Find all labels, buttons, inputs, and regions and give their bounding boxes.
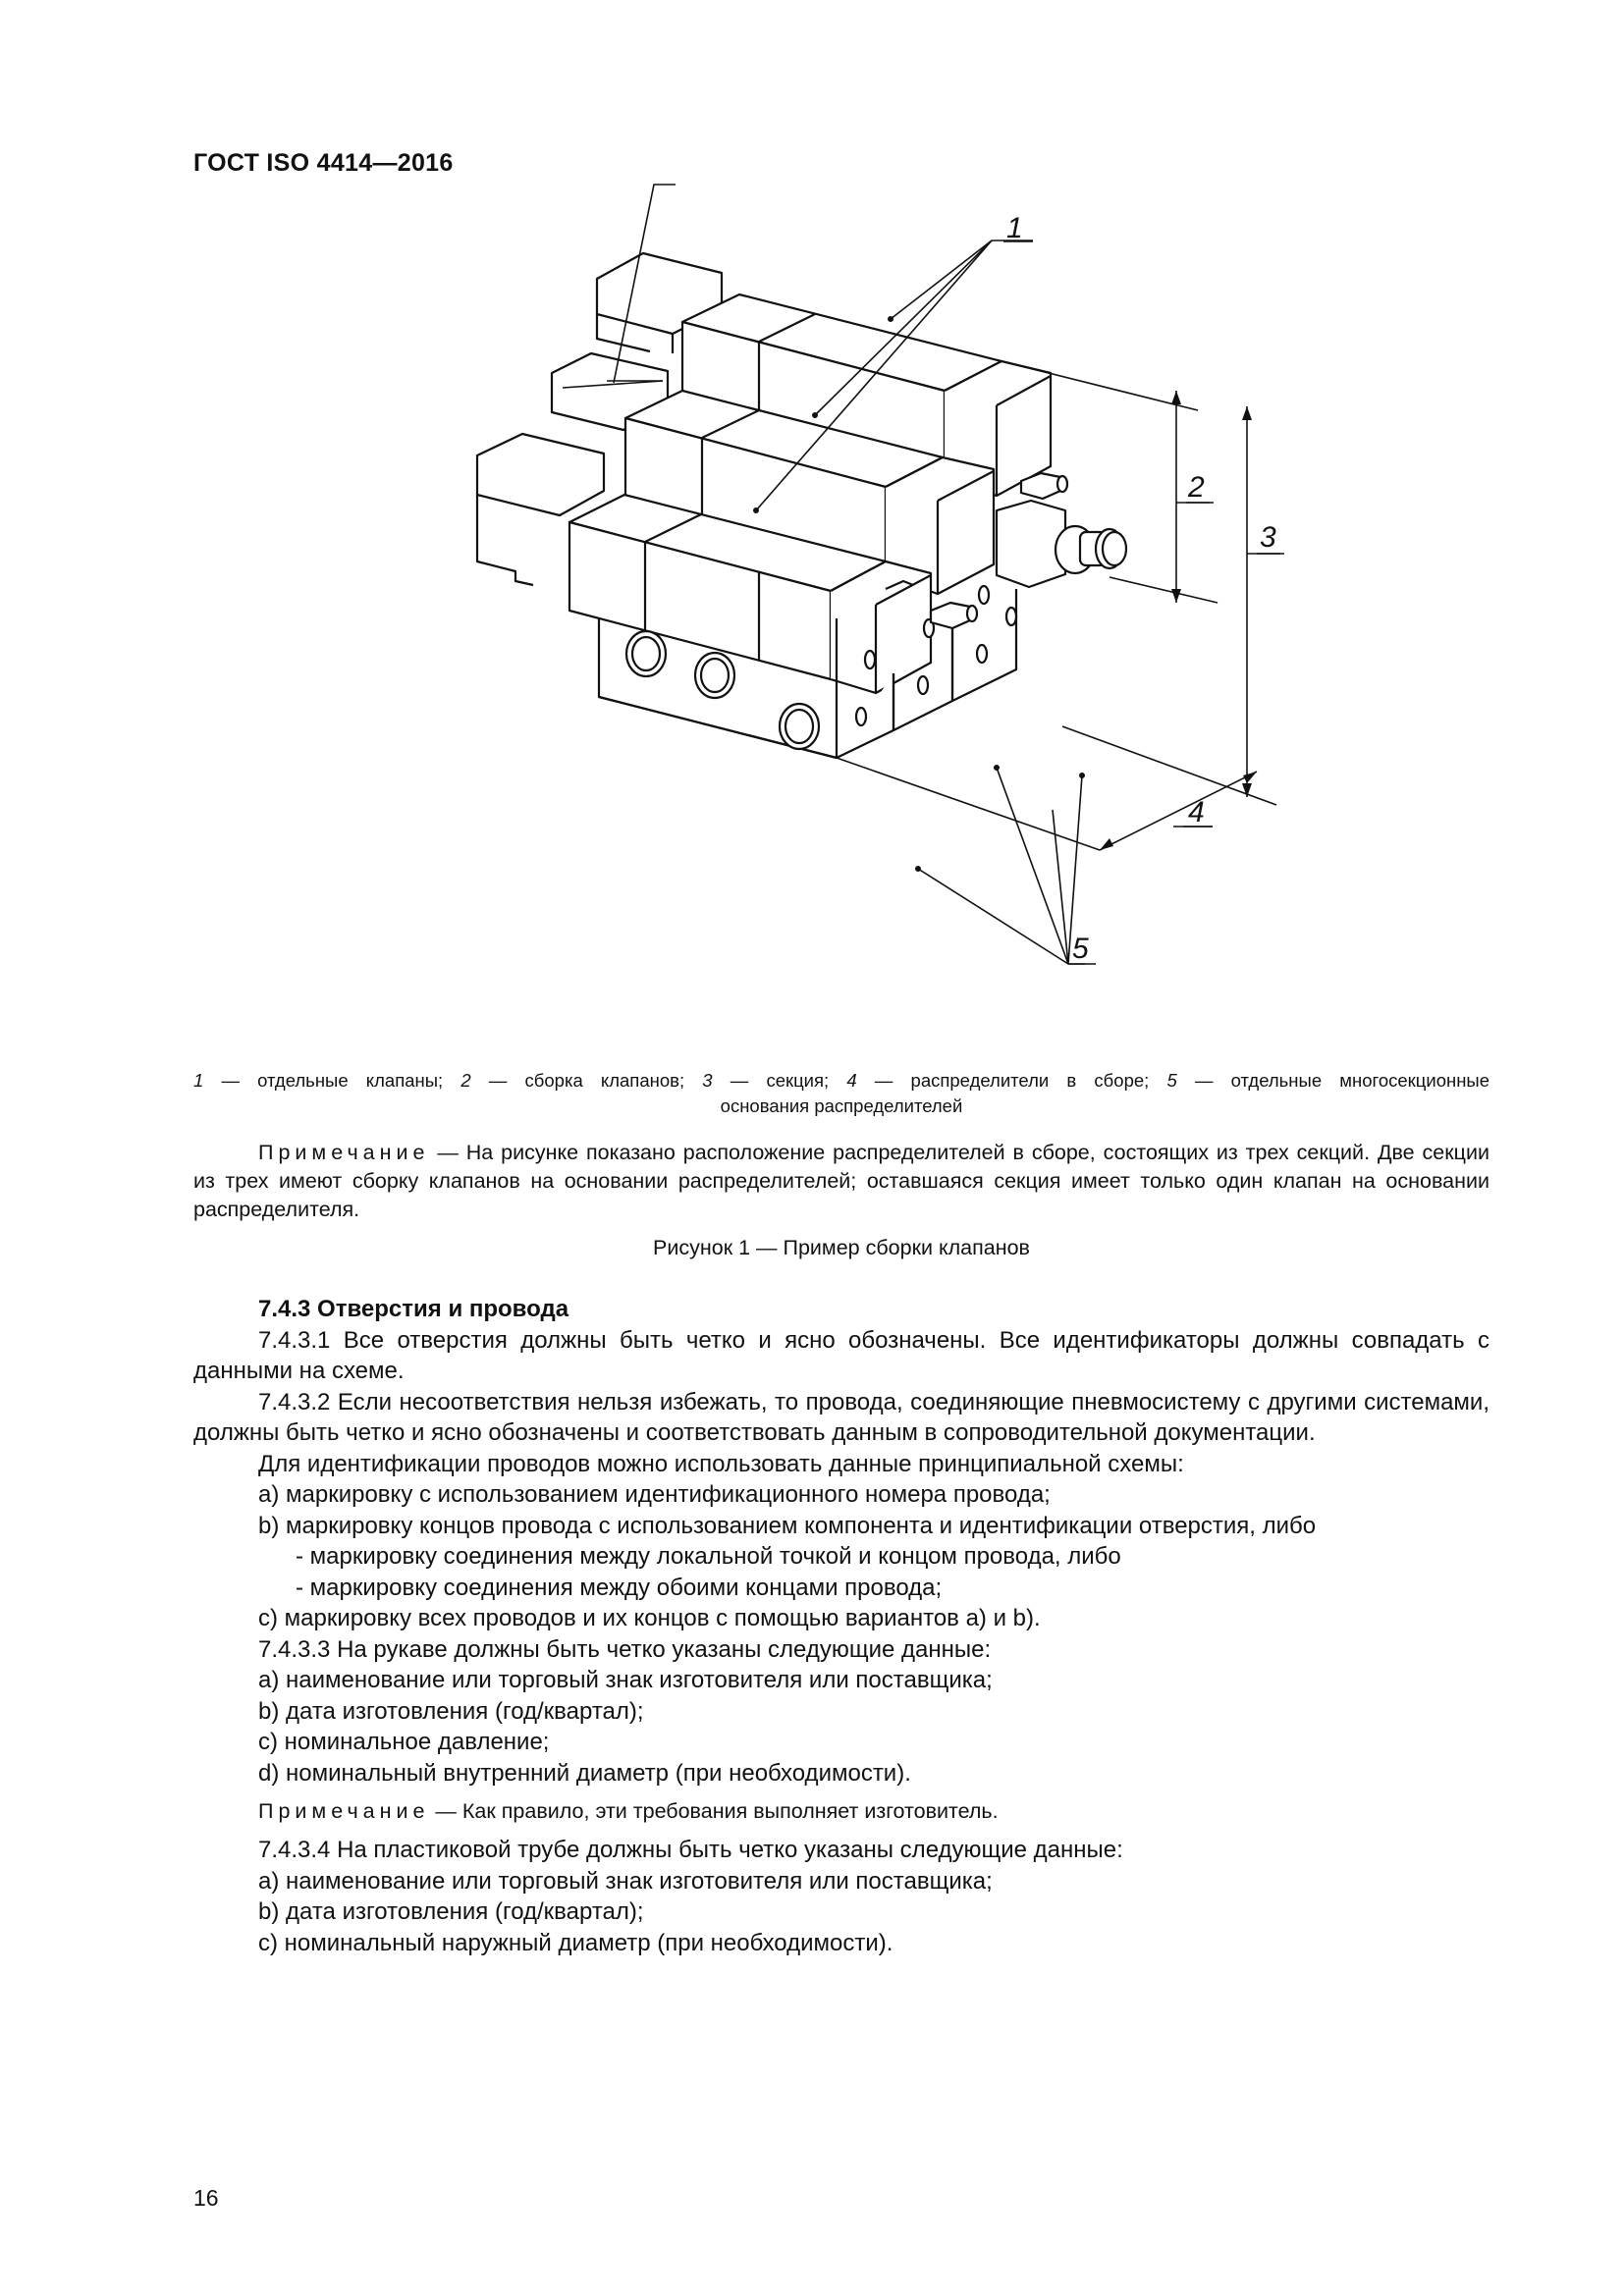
document-header: ГОСТ ISO 4414—2016 bbox=[193, 149, 454, 177]
legend-text-3: — секция; bbox=[712, 1070, 847, 1091]
callout-2: 2 bbox=[1188, 471, 1205, 504]
list-item: c) номинальный наружный диаметр (при необходимости). bbox=[258, 1929, 893, 1956]
legend-text-4: — распределители в сборе; bbox=[856, 1070, 1167, 1091]
sub-list-item: - маркировку соединения между локальной точкой и концом провода, либо bbox=[296, 1543, 1121, 1570]
note-text: — На рисунке показано расположение распределителей в сборе, состоящих из трех секций. Две секции из трех имеют сборку клапанов на основании распределителей; оставшаяся секция имеет только один клапан на основании распределителя. bbox=[193, 1141, 1489, 1221]
valve-assembly-figure bbox=[432, 212, 1276, 1050]
section-heading: 7.4.3 Отверстия и провода bbox=[258, 1296, 569, 1322]
callout-1: 1 bbox=[1006, 212, 1023, 244]
callout-5: 5 bbox=[1072, 933, 1089, 965]
callout-4: 4 bbox=[1188, 796, 1205, 828]
legend-text-1: — отдельные клапаны; bbox=[203, 1070, 461, 1091]
legend-line-1 bbox=[193, 1068, 1489, 1094]
paragraph-7-4-3-1: 7.4.3.1 Все отверстия должны быть четко и ясно обозначены. Все идентификаторы должны совпадать с данными на схеме. bbox=[193, 1326, 1489, 1384]
legend-num-2: 2 bbox=[460, 1070, 471, 1091]
legend-num-1: 1 bbox=[193, 1070, 204, 1091]
note2-text: — Как правило, эти требования выполняет изготовитель. bbox=[429, 1799, 999, 1823]
page-number: 16 bbox=[193, 2185, 219, 2211]
legend-text-2: — сборка клапанов; bbox=[470, 1070, 703, 1091]
callout-3: 3 bbox=[1260, 521, 1276, 554]
figure-legend bbox=[193, 1068, 1489, 1119]
paragraph-7-4-3-3: 7.4.3.3 На рукаве должны быть четко указаны следующие данные: bbox=[258, 1635, 992, 1663]
paragraph-identification: Для идентификации проводов можно использовать данные принципиальной схемы: bbox=[258, 1450, 1184, 1477]
paragraph-7-4-3-4: 7.4.3.4 На пластиковой трубе должны быть четко указаны следующие данные: bbox=[258, 1837, 1123, 1863]
valve-assembly-drawing bbox=[432, 212, 1276, 1050]
legend-line-2: основания распределителей bbox=[720, 1095, 963, 1116]
paragraph-7-4-3-2: 7.4.3.2 Если несоответствия нельзя избежать, то провода, соединяющие пневмосистему с другими системами, должны быть четко и ясно обозначены и соответствовать данным в сопроводительной документации. bbox=[193, 1388, 1489, 1446]
manufacturer-note bbox=[193, 1797, 1489, 1826]
note-label: Примечание bbox=[258, 1141, 430, 1164]
list-item: a) наименование или торговый знак изготовителя или поставщика; bbox=[258, 1867, 993, 1895]
figure-note bbox=[193, 1139, 1489, 1224]
front-connector-block bbox=[477, 434, 604, 515]
note2-label: Примечание bbox=[258, 1799, 430, 1823]
figure-caption: Рисунок 1 — Пример сборки клапанов bbox=[653, 1236, 1030, 1259]
list-item: a) маркировку с использованием идентификационного номера провода; bbox=[258, 1481, 1051, 1508]
legend-num-3: 3 bbox=[702, 1070, 713, 1091]
sub-list-item: - маркировку соединения между обоими концами провода; bbox=[296, 1574, 943, 1601]
legend-num-4: 4 bbox=[846, 1070, 857, 1091]
list-item: b) дата изготовления (год/квартал); bbox=[258, 1697, 644, 1725]
legend-text-5: — отдельные многосекционные bbox=[1176, 1070, 1490, 1091]
legend-num-5: 5 bbox=[1166, 1070, 1177, 1091]
list-item: b) дата изготовления (год/квартал); bbox=[258, 1898, 644, 1925]
list-item: b) маркировку концов провода с использованием компонента и идентификации отверстия, либо bbox=[258, 1512, 1317, 1539]
list-item: d) номинальный внутренний диаметр (при необходимости). bbox=[258, 1759, 911, 1787]
list-item: c) маркировку всех проводов и их концов с помощью вариантов a) и b). bbox=[258, 1605, 1041, 1631]
list-item: c) номинальное давление; bbox=[258, 1729, 550, 1755]
section-body bbox=[193, 1294, 1489, 1958]
list-item: a) наименование или торговый знак изготовителя или поставщика; bbox=[258, 1667, 993, 1693]
